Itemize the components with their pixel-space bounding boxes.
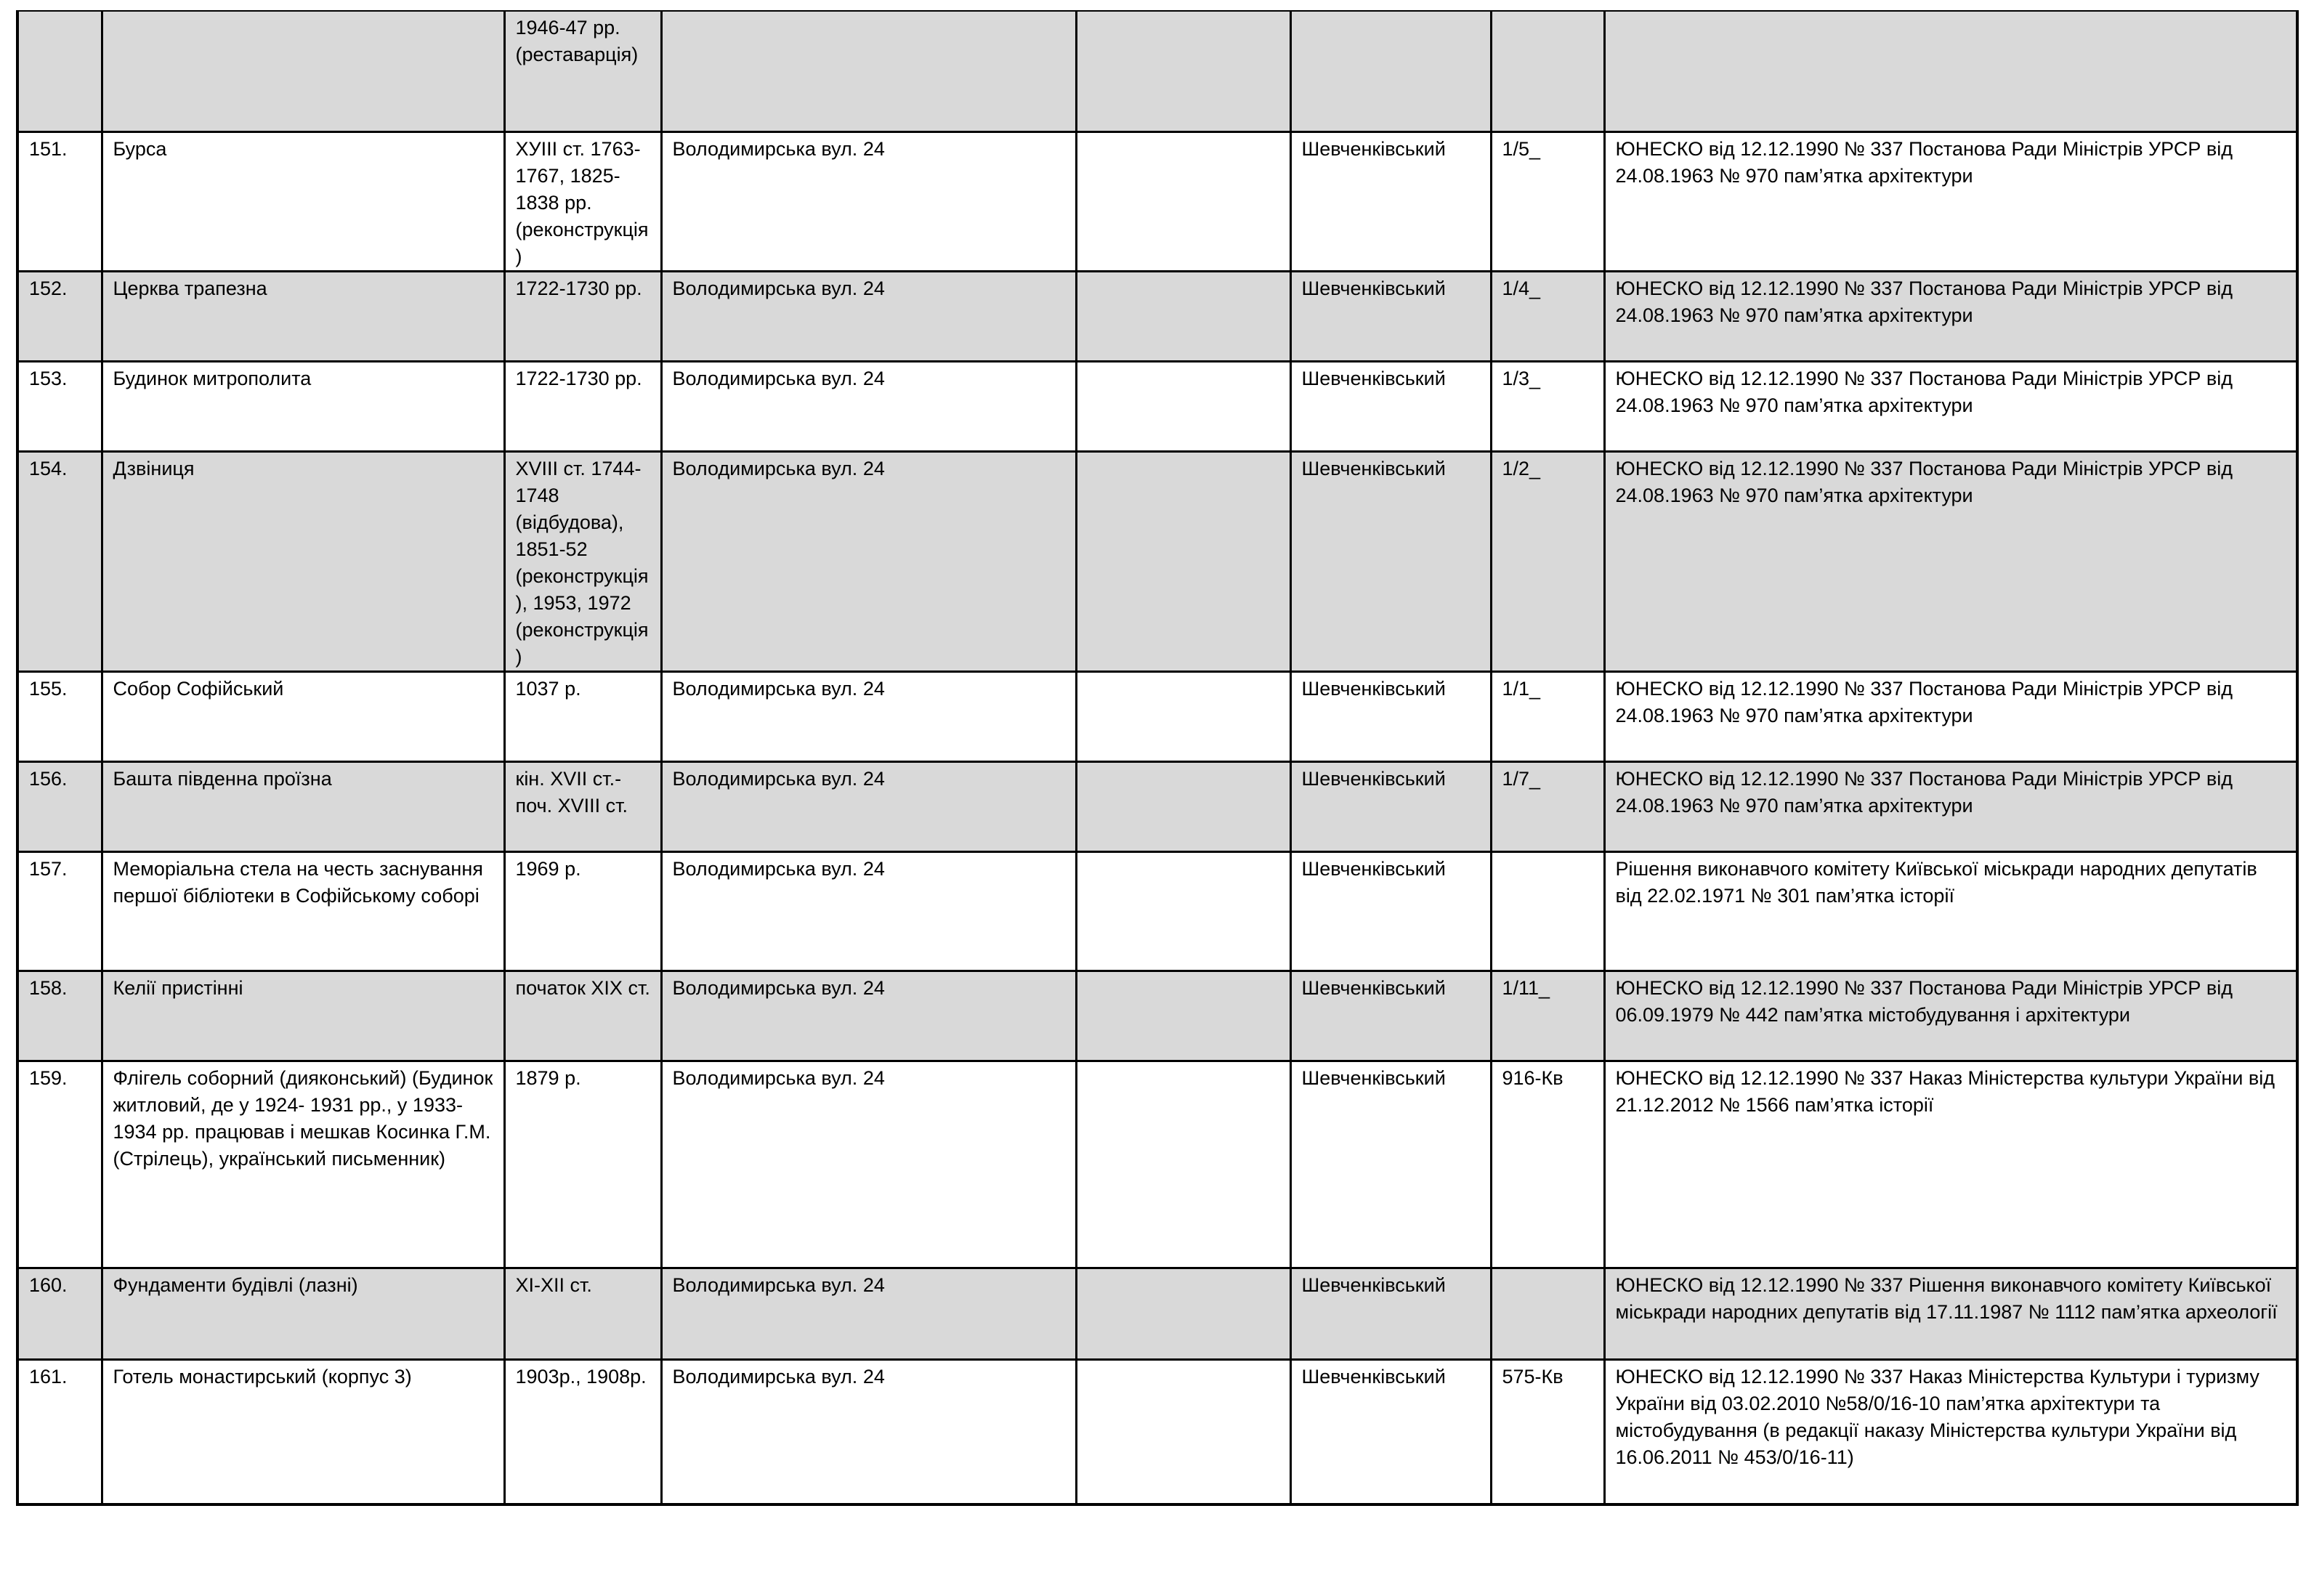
object-address: Володимирська вул. 24 (661, 361, 1076, 451)
object-name: Будинок митрополита (102, 361, 504, 451)
row-number: 161. (17, 1359, 102, 1504)
extra-cell (1076, 1061, 1290, 1268)
object-name: Флігель соборний (дияконський) (Будинок житловий, де у 1924- 1931 рр., у 1933-1934 рр. працював і мешкав Косинка Г.М. (Стрілець), український письменник) (102, 1061, 504, 1268)
object-name: Келії пристінні (102, 971, 504, 1061)
legal-document: ЮНЕСКО від 12.12.1990 № 337 Постанова Ради Міністрів УРСР від 24.08.1963 № 970 пам’ятка архітектури (1604, 671, 2297, 761)
object-address: Володимирська вул. 24 (661, 761, 1076, 851)
object-date: XVIII ст. 1744-1748 (відбудова), 1851-52 (реконструкція), 1953, 1972 (реконструкція) (504, 451, 661, 671)
object-address: Володимирська вул. 24 (661, 1061, 1076, 1268)
table-row (17, 131, 2297, 271)
extra-cell (1076, 271, 1290, 361)
object-district: Шевченківський (1290, 671, 1491, 761)
object-date: 1722-1730 рр. (504, 361, 661, 451)
monuments-table (16, 10, 2299, 1506)
extra-cell (1076, 451, 1290, 671)
object-district: Шевченківський (1290, 1061, 1491, 1268)
extra-cell (1076, 1268, 1290, 1359)
object-name: Церква трапезна (102, 271, 504, 361)
protection-number: 1/11_ (1491, 971, 1604, 1061)
object-district: Шевченківський (1290, 1268, 1491, 1359)
object-address: Володимирська вул. 24 (661, 971, 1076, 1061)
extra-cell (1076, 361, 1290, 451)
object-date: ХУІІІ ст. 1763-1767, 1825-1838 рр.(реконструкція) (504, 131, 661, 271)
row-number: 152. (17, 271, 102, 361)
table-row (17, 671, 2297, 761)
extra-cell (1076, 761, 1290, 851)
table-row (17, 361, 2297, 451)
protection-number (1491, 11, 1604, 131)
protection-number: 1/5_ (1491, 131, 1604, 271)
row-number: 159. (17, 1061, 102, 1268)
legal-document: ЮНЕСКО від 12.12.1990 № 337 Постанова Ради Міністрів УРСР від 24.08.1963 № 970 пам’ятка архітектури (1604, 451, 2297, 671)
object-date: 1879 р. (504, 1061, 661, 1268)
object-address: Володимирська вул. 24 (661, 451, 1076, 671)
protection-number: 1/1_ (1491, 671, 1604, 761)
row-number (17, 11, 102, 131)
row-number: 151. (17, 131, 102, 271)
object-date: початок XIX ст. (504, 971, 661, 1061)
object-address: Володимирська вул. 24 (661, 671, 1076, 761)
extra-cell (1076, 1359, 1290, 1504)
object-date: 1037 р. (504, 671, 661, 761)
table-row (17, 1268, 2297, 1359)
object-date: 1946-47 рр. (реставарція) (504, 11, 661, 131)
table-row (17, 1359, 2297, 1504)
object-date: 1722-1730 рр. (504, 271, 661, 361)
table-row (17, 451, 2297, 671)
object-address: Володимирська вул. 24 (661, 1268, 1076, 1359)
object-address (661, 11, 1076, 131)
object-date: XI-XII ст. (504, 1268, 661, 1359)
table-row (17, 971, 2297, 1061)
row-number: 160. (17, 1268, 102, 1359)
legal-document: ЮНЕСКО від 12.12.1990 № 337 Постанова Ради Міністрів УРСР від 24.08.1963 № 970 пам’ятка архітектури (1604, 761, 2297, 851)
legal-document: ЮНЕСКО від 12.12.1990 № 337 Постанова Ради Міністрів УРСР від 24.08.1963 № 970 пам’ятка архітектури (1604, 271, 2297, 361)
extra-cell (1076, 671, 1290, 761)
object-name: Меморіальна стела на честь заснування першої бібліотеки в Софійському соборі (102, 851, 504, 971)
table-row (17, 1061, 2297, 1268)
object-name: Бурса (102, 131, 504, 271)
legal-document: Рішення виконавчого комітету Київської міськради народних депутатів від 22.02.1971 № 301 пам’ятка історії (1604, 851, 2297, 971)
extra-cell (1076, 971, 1290, 1061)
object-date: кін. XVII ст.-поч. XVIII ст. (504, 761, 661, 851)
object-date: 1969 р. (504, 851, 661, 971)
object-district: Шевченківський (1290, 1359, 1491, 1504)
row-number: 158. (17, 971, 102, 1061)
object-district: Шевченківський (1290, 131, 1491, 271)
object-address: Володимирська вул. 24 (661, 851, 1076, 971)
legal-document: ЮНЕСКО від 12.12.1990 № 337 Наказ Міністерства культури України від 21.12.2012 № 1566 пам’ятка історії (1604, 1061, 2297, 1268)
row-number: 154. (17, 451, 102, 671)
object-address: Володимирська вул. 24 (661, 271, 1076, 361)
extra-cell (1076, 131, 1290, 271)
legal-document: ЮНЕСКО від 12.12.1990 № 337 Постанова Ради Міністрів УРСР від 06.09.1979 № 442 пам’ятка містобудування і архітектури (1604, 971, 2297, 1061)
protection-number: 1/7_ (1491, 761, 1604, 851)
row-number: 156. (17, 761, 102, 851)
legal-document: ЮНЕСКО від 12.12.1990 № 337 Постанова Ради Міністрів УРСР від 24.08.1963 № 970 пам’ятка архітектури (1604, 361, 2297, 451)
table-row (17, 761, 2297, 851)
table-row (17, 271, 2297, 361)
object-address: Володимирська вул. 24 (661, 1359, 1076, 1504)
object-name: Готель монастирський (корпус 3) (102, 1359, 504, 1504)
row-number: 153. (17, 361, 102, 451)
object-address: Володимирська вул. 24 (661, 131, 1076, 271)
object-district: Шевченківський (1290, 361, 1491, 451)
object-name (102, 11, 504, 131)
protection-number (1491, 1268, 1604, 1359)
legal-document: ЮНЕСКО від 12.12.1990 № 337 Рішення виконавчого комітету Київської міськради народних депутатів від 17.11.1987 № 1112 пам’ятка археології (1604, 1268, 2297, 1359)
table-row (17, 851, 2297, 971)
object-name: Собор Софійський (102, 671, 504, 761)
protection-number: 1/2_ (1491, 451, 1604, 671)
object-district: Шевченківський (1290, 761, 1491, 851)
row-number: 155. (17, 671, 102, 761)
row-number: 157. (17, 851, 102, 971)
object-district (1290, 11, 1491, 131)
object-district: Шевченківський (1290, 971, 1491, 1061)
legal-document: ЮНЕСКО від 12.12.1990 № 337 Наказ Міністерства Культури і туризму України від 03.02.2010 №58/0/16-10 пам’ятка архітектури та містобудування (в редакції наказу Міністерства культури України від 16.06.2011 № 453/0/16-11) (1604, 1359, 2297, 1504)
table-row (17, 11, 2297, 131)
legal-document (1604, 11, 2297, 131)
object-district: Шевченківський (1290, 451, 1491, 671)
protection-number: 575-Кв (1491, 1359, 1604, 1504)
object-name: Фундаменти будівлі (лазні) (102, 1268, 504, 1359)
object-name: Дзвіниця (102, 451, 504, 671)
extra-cell (1076, 851, 1290, 971)
protection-number: 1/3_ (1491, 361, 1604, 451)
object-date: 1903р., 1908р. (504, 1359, 661, 1504)
object-name: Башта південна проїзна (102, 761, 504, 851)
legal-document: ЮНЕСКО від 12.12.1990 № 337 Постанова Ради Міністрів УРСР від 24.08.1963 № 970 пам’ятка архітектури (1604, 131, 2297, 271)
protection-number (1491, 851, 1604, 971)
object-district: Шевченківський (1290, 851, 1491, 971)
object-district: Шевченківський (1290, 271, 1491, 361)
extra-cell (1076, 11, 1290, 131)
protection-number: 1/4_ (1491, 271, 1604, 361)
protection-number: 916-Кв (1491, 1061, 1604, 1268)
